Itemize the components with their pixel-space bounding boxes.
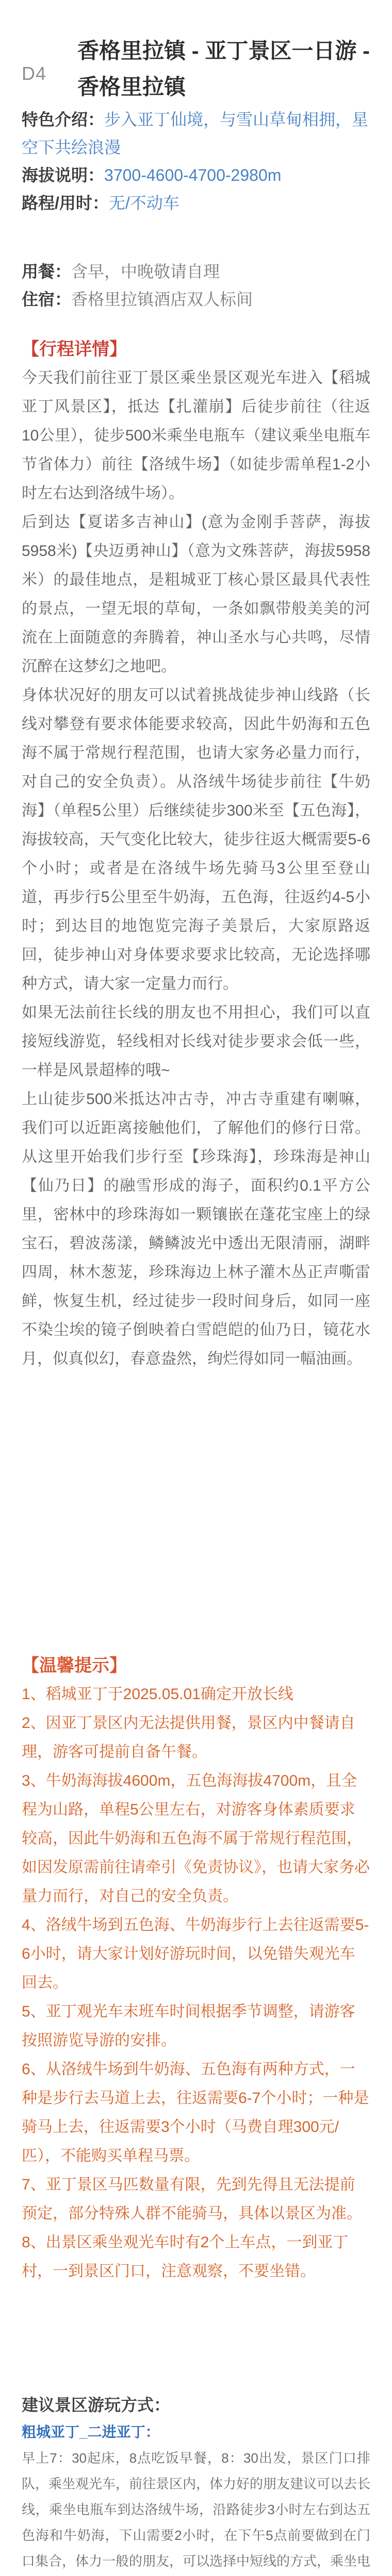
tip-item: 5、亚丁观光车末班车时间根据季节调整，请游客按照游览导游的安排。	[22, 2003, 355, 2049]
route-label: 路程/用时：	[22, 194, 109, 212]
meal-row	[22, 258, 370, 285]
itinerary-paragraph: 身体状况好的朋友可以试着挑战徒步神山线路（长线对攀登有要求体能要求较高，因此牛奶海和五色海不属于常规行程范围，也请大家务必量力而行，对自己的安全负责）。从洛绒牛场徒步前往【牛奶海】（单程5公里）后继续徒步300米至【五色海】，海拔较高，天气变化比较大，徒步往返大概需要5-6个小时；或者是在洛绒牛场先骑马3公里至登山道，再步行5公里至牛奶海，五色海，往返约4-5小时；到达目的地饱览完海子美景后，大家原路返回，徒步神山对身体要求要求比较高，无论选择哪种方式，请大家一定量力而行。	[22, 687, 370, 992]
feature-label: 特色介绍：	[22, 110, 105, 129]
feature-value: 步入亚丁仙境，与雪山草甸相拥，星空下共绘浪漫	[22, 110, 369, 157]
stay-value: 香格里拉镇酒店双人标间	[71, 290, 253, 309]
meal-label: 用餐：	[22, 262, 72, 281]
stay-label: 住宿：	[22, 290, 72, 309]
tip-item: 2、因亚丁景区内无法提供用餐，景区内中餐请自理，游客可提前自备午餐。	[22, 1715, 355, 1760]
tip-item: 1、稻城亚丁于2025.05.01确定开放长线	[22, 1686, 293, 1703]
meal-block	[22, 258, 370, 313]
suggest-title: 建议景区游玩方式：	[22, 2396, 171, 2414]
feature-block	[22, 106, 370, 217]
altitude-label: 海拔说明：	[22, 166, 105, 184]
tip-item: 7、亚丁景区马匹数量有限，先到先得且无法提前预定，部分特殊人群不能骑马，具体以景区为准。	[22, 2176, 362, 2222]
tip-item: 4、洛绒牛场到五色海、牛奶海步行上去往返需要5-6小时，请大家计划好游玩时间，以免错失观光车回去。	[22, 1917, 369, 1991]
meal-value: 含早，中晚敬请自理	[71, 262, 220, 281]
day-title: 香格里拉镇 - 亚丁景区一日游 - 香格里拉镇	[77, 39, 370, 99]
altitude-value: 3700-4600-4700-2980m	[104, 166, 282, 184]
suggest-long-text: 早上7：30起床，8点吃饭早餐，8：30出发，景区门口排队，乘坐观光车，前往景区内，体力好的朋友建议可以去长线，乘坐电瓶车到达洛绒牛场，沿路徒步3小时左右到达五色海和牛奶海，下山需要2小时，在下午5点前要做到在门口集合，体力一般的朋友，可以选择中短线的方式，乘坐电	[22, 2450, 371, 2569]
itinerary-paragraph: 如果无法前往长线的朋友也不用担心，我们可以直接短线游览，轻线相对长线对徒步要求会低一些，一样是风景超棒的哦~	[22, 1004, 370, 1079]
tip-item: 6、从洛绒牛场到牛奶海、五色海有两种方式，一种是步行去马道上去，往返需要6-7个小时；一种是骑马上去，往返需要3个小时（马费自理300元/匹），不能购买单程马票。	[22, 2061, 369, 2164]
route-row	[22, 189, 370, 217]
day-badge: D4	[22, 63, 47, 84]
feature-row	[22, 106, 370, 161]
itinerary-title: 【行程详情】	[22, 340, 127, 359]
tip-item: 8、出景区乘坐观光车时有2个上车点，一到亚丁村，一到景区门口，注意观察，不要坐错。	[22, 2234, 349, 2280]
itinerary-paragraph: 后到达【夏诺多吉神山】(意为金刚手菩萨，海拔5958米)【央迈勇神山】（意为文殊菩萨，海拔5958米）的最佳地点，是粗城亚丁核心景区最具代表性的景点，一望无垠的草甸，一条如飘带般美美的河流在上面随意的奔腾着，神山圣水与心共鸣，尽情沉醉在这梦幻之地吧。	[22, 514, 370, 675]
itinerary-paragraph: 上山徒步500米抵达冲古寺，冲古寺重建有喇嘛，我们可以近距离接触他们，了解他们的修行日常。从这里开始我们步行至【珍珠海】，珍珠海是神山【仙乃日】的融雪形成的海子，面积约0.1平方公里，密林中的珍珠海如一颗镶嵌在蓬花宝座上的绿宝石，碧波荡漾，鳞鳞波光中透出无限清丽，湖畔四周，林木葱茏，珍珠海边上林子灌木丛正声嘶雷鲜，恢复生机，经过徒步一段时间身后，如同一座不染尘埃的镜子倒映着白雪皑皑的仙乃日，镜花水月，似真似幻，春意盎然，绚烂得如同一幅油画。	[22, 1091, 370, 1367]
tips-title: 【温馨提示】	[22, 1656, 127, 1675]
day-header	[0, 6, 392, 109]
itinerary-paragraph: 今天我们前往亚丁景区乘坐景区观光车进入【稻城亚丁风景区】，抵达【扎灌崩】后徒步前往（往返10公里），徒步500米乘坐电瓶车（建议乘坐电瓶车节省体力）前往【洛绒牛场】（如徒步需单程1-2小时左右达到洛绒牛场）。	[22, 369, 370, 502]
tip-item: 3、牛奶海海拔4600m，五色海海拔4700m，且全程为山路，单程5公里左右，对游客身体素质要求较高，因此牛奶海和五色海不属于常规行程范围，如因发原需前往请牵引《免责协议》，也请大家务必量力而行，对自己的安全负责。	[22, 1772, 370, 1905]
route-value: 无/不动车	[108, 194, 179, 212]
suggest-long-title: 粗城亚丁_二进亚丁：	[22, 2424, 160, 2440]
stay-row	[22, 285, 370, 313]
altitude-row	[22, 161, 370, 189]
tips-block	[22, 1651, 370, 2286]
itinerary-block	[22, 335, 370, 1374]
suggest-block	[22, 2391, 370, 2576]
